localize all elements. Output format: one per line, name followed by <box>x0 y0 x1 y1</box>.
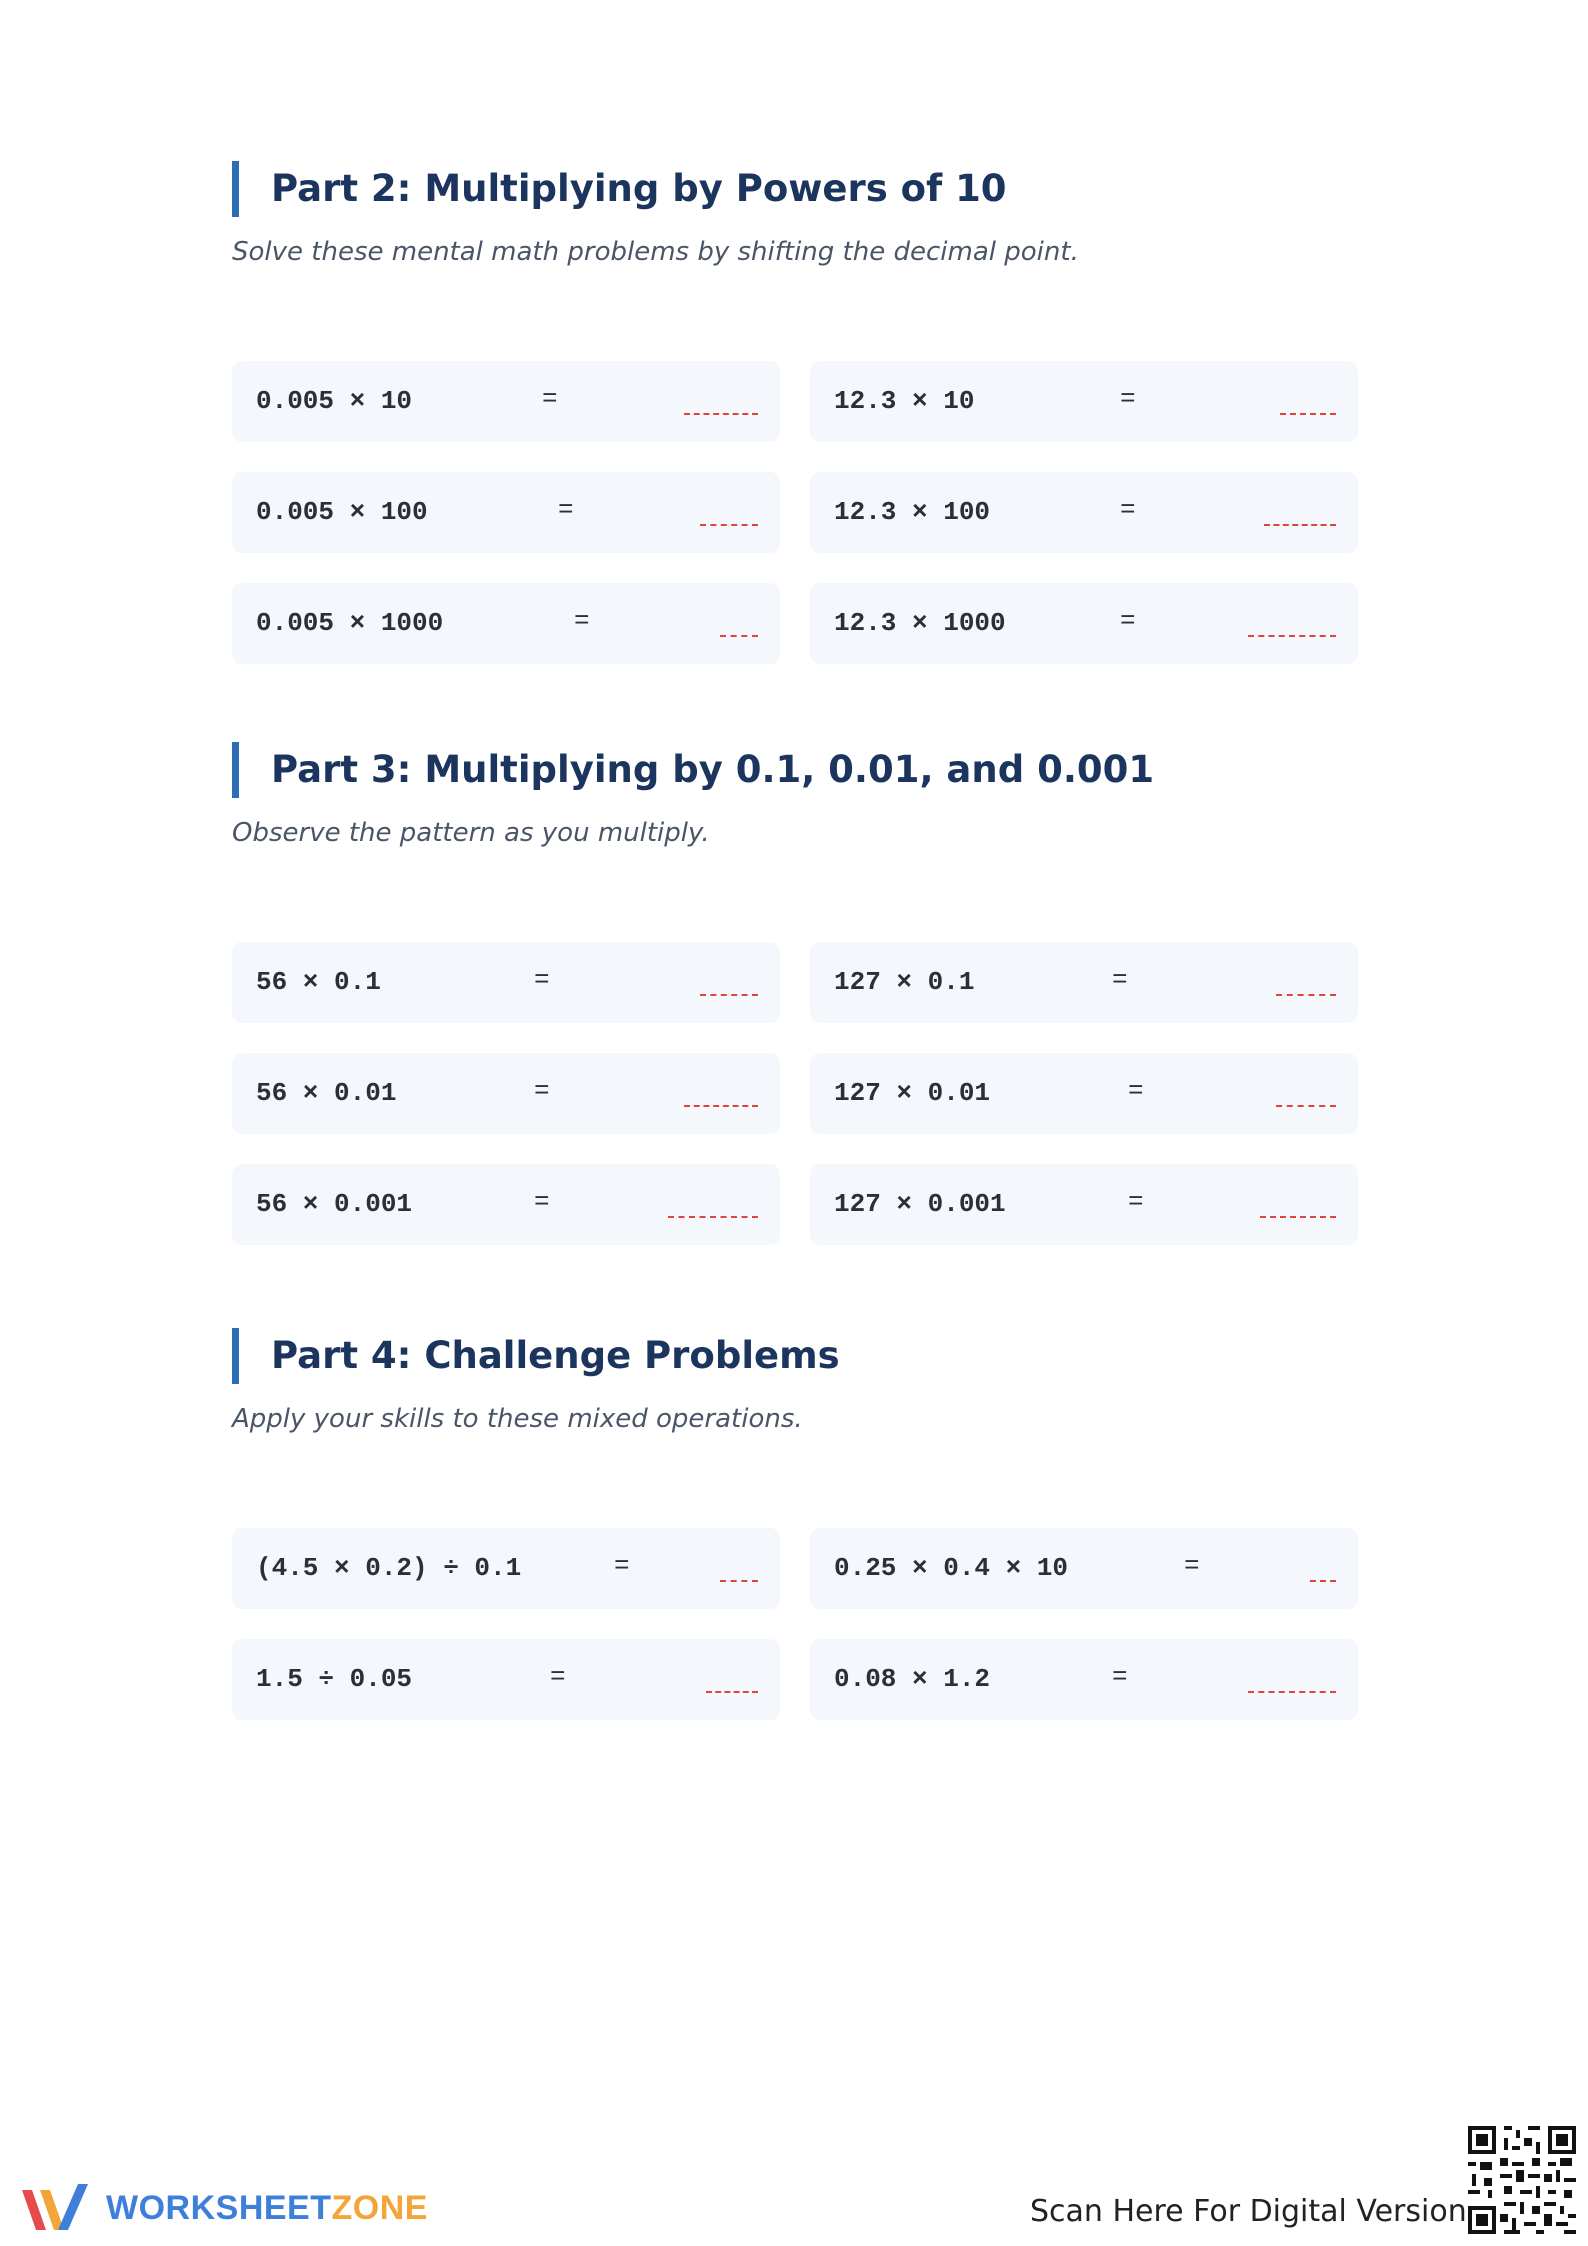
problem-card <box>232 472 780 553</box>
equals-sign: = <box>534 965 550 995</box>
answer-blank[interactable] <box>684 413 758 415</box>
answer-blank[interactable] <box>1248 635 1336 637</box>
equals-sign: = <box>1120 495 1136 525</box>
problem-expression: 12.3 × 10 <box>834 386 975 416</box>
problem-expression: 56 × 0.01 <box>256 1078 397 1108</box>
equals-sign: = <box>550 1662 566 1692</box>
equals-sign: = <box>1128 1076 1144 1106</box>
problem-expression: 0.25 × 0.4 × 10 <box>834 1553 1069 1583</box>
problem-expression: 56 × 0.1 <box>256 967 381 997</box>
answer-blank[interactable] <box>668 1216 758 1218</box>
equals-sign: = <box>1120 384 1136 414</box>
section-part-2 <box>232 161 1357 638</box>
problem-card <box>232 361 780 442</box>
answer-blank[interactable] <box>700 524 758 526</box>
section-title: Part 4: Challenge Problems <box>232 1328 1357 1384</box>
equals-sign: = <box>1120 606 1136 636</box>
problem-card <box>810 472 1358 553</box>
equals-sign: = <box>574 606 590 636</box>
scan-here-text: Scan Here For Digital Version <box>1030 2194 1467 2229</box>
equals-sign: = <box>558 495 574 525</box>
section-part-4 <box>232 1328 1357 1694</box>
answer-blank[interactable] <box>1310 1580 1336 1582</box>
answer-blank[interactable] <box>1264 524 1336 526</box>
problem-card <box>232 583 780 664</box>
section-subtitle: Solve these mental math problems by shifting the decimal point. <box>232 237 1079 267</box>
problem-expression: 0.08 × 1.2 <box>834 1664 991 1694</box>
answer-blank[interactable] <box>1276 1105 1336 1107</box>
equals-sign: = <box>534 1076 550 1106</box>
answer-blank[interactable] <box>720 1580 758 1582</box>
section-title: Part 3: Multiplying by 0.1, 0.01, and 0.001 <box>232 742 1357 798</box>
problem-expression: 12.3 × 100 <box>834 497 991 527</box>
problem-card <box>232 1053 780 1134</box>
problem-expression: 127 × 0.1 <box>834 967 975 997</box>
problem-expression: 0.005 × 10 <box>256 386 413 416</box>
answer-blank[interactable] <box>1248 1691 1336 1693</box>
problem-expression: 127 × 0.01 <box>834 1078 991 1108</box>
problem-card <box>810 942 1358 1023</box>
qr-code-icon[interactable] <box>1468 2126 1576 2234</box>
problem-card <box>810 1528 1358 1609</box>
logo-word-worksheet: WORKSHEET <box>106 2188 332 2227</box>
answer-blank[interactable] <box>1276 994 1336 996</box>
problem-card <box>810 583 1358 664</box>
equals-sign: = <box>534 1187 550 1217</box>
problem-card <box>232 1528 780 1609</box>
answer-blank[interactable] <box>1260 1216 1336 1218</box>
worksheetzone-logo[interactable] <box>18 2178 428 2238</box>
problem-expression: 1.5 ÷ 0.05 <box>256 1664 413 1694</box>
answer-blank[interactable] <box>700 994 758 996</box>
answer-blank[interactable] <box>1280 413 1336 415</box>
answer-blank[interactable] <box>706 1691 758 1693</box>
section-subtitle: Observe the pattern as you multiply. <box>232 818 710 848</box>
problem-expression: 127 × 0.001 <box>834 1189 1006 1219</box>
section-part-3 <box>232 742 1357 1219</box>
problem-expression: 12.3 × 1000 <box>834 608 1006 638</box>
problem-expression: 56 × 0.001 <box>256 1189 413 1219</box>
section-title: Part 2: Multiplying by Powers of 10 <box>232 161 1357 217</box>
problem-card <box>232 1164 780 1245</box>
equals-sign: = <box>1184 1551 1200 1581</box>
logo-text <box>106 2189 428 2228</box>
equals-sign: = <box>614 1551 630 1581</box>
problem-card <box>232 1639 780 1720</box>
equals-sign: = <box>542 384 558 414</box>
section-subtitle: Apply your skills to these mixed operations. <box>232 1404 803 1434</box>
problem-expression: 0.005 × 100 <box>256 497 428 527</box>
problem-card <box>810 1639 1358 1720</box>
problem-expression: (4.5 × 0.2) ÷ 0.1 <box>256 1553 522 1583</box>
problem-card <box>232 942 780 1023</box>
problem-card <box>810 1164 1358 1245</box>
problem-expression: 0.005 × 1000 <box>256 608 444 638</box>
worksheetzone-logo-icon <box>18 2180 92 2236</box>
answer-blank[interactable] <box>720 635 758 637</box>
problem-card <box>810 361 1358 442</box>
equals-sign: = <box>1112 965 1128 995</box>
answer-blank[interactable] <box>684 1105 758 1107</box>
equals-sign: = <box>1112 1662 1128 1692</box>
problem-card <box>810 1053 1358 1134</box>
logo-word-zone: ZONE <box>331 2188 428 2227</box>
equals-sign: = <box>1128 1187 1144 1217</box>
